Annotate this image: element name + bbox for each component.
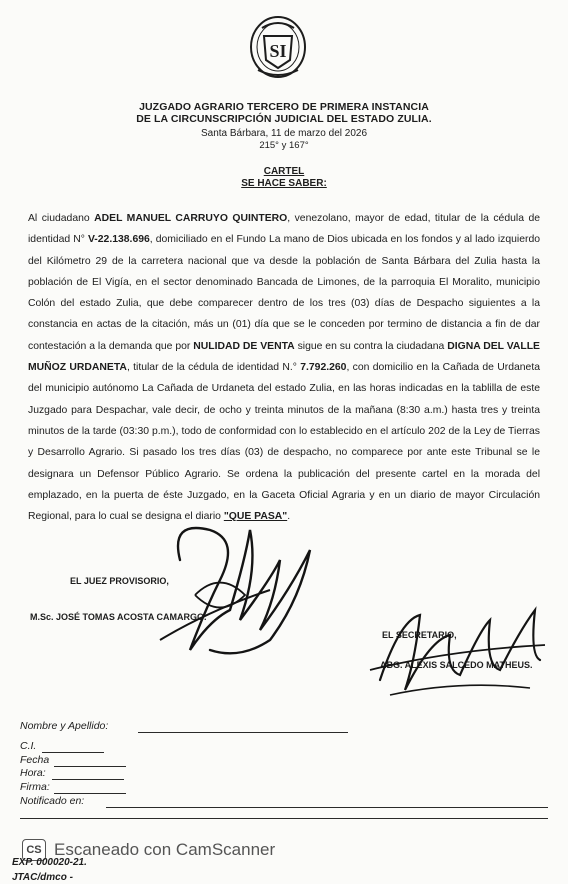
camscanner-logo-icon: CS xyxy=(22,839,46,861)
defendant-id: V-22.138.696 xyxy=(87,234,150,246)
ci-label: C.I. xyxy=(20,740,36,752)
date-line[interactable] xyxy=(54,766,126,767)
place-date: Santa Bárbara, 11 de marzo del 2026 xyxy=(200,128,368,139)
name-line[interactable] xyxy=(138,732,348,733)
judge-name: M.Sc. JOSÉ TOMAS ACOSTA CAMARGO. xyxy=(30,612,207,622)
court-header xyxy=(0,101,568,125)
camscanner-text: Escaneado con CamScanner xyxy=(54,840,276,859)
court-seal-icon xyxy=(248,14,308,80)
time-line[interactable] xyxy=(52,779,124,780)
years: 215° y 167° xyxy=(259,140,309,151)
body-text: sigue en su contra la ciudadana xyxy=(294,340,448,352)
body-text: . xyxy=(287,511,291,523)
ci-line[interactable] xyxy=(42,752,104,753)
secretary-name: ABG. ALEXIS SALCEDO MATHEUS. xyxy=(380,660,533,670)
plaintiff-name: DIGNA DEL VALLE MUÑOZ URDANETA xyxy=(28,340,540,374)
notified-line[interactable] xyxy=(106,807,548,808)
secretary-title: EL SECRETARIO, xyxy=(382,630,457,640)
notified-line-2[interactable] xyxy=(20,818,548,819)
lawsuit-type: NULIDAD DE VENTA xyxy=(193,340,295,352)
se-hace-saber-heading: SE HACE SABER: xyxy=(241,178,327,189)
date-label: Fecha xyxy=(20,754,49,766)
svg-text:SI: SI xyxy=(269,41,287,61)
name-label: Nombre y Apellido: xyxy=(20,720,108,732)
signature-line[interactable] xyxy=(54,793,126,794)
signature-label: Firma: xyxy=(20,781,50,793)
court-line-2: DE LA CIRCUNSCRIPCIÓN JUDICIAL DEL ESTADO ZULIA. xyxy=(136,113,432,125)
time-label: Hora: xyxy=(20,767,46,779)
body-text: Al ciudadano xyxy=(28,213,95,224)
body-text: , titular de la cédula de identidad N.° xyxy=(126,362,301,374)
secretary-signature-icon xyxy=(360,600,550,700)
body-text: , domiciliado en el Fundo La mano de Dios ubicada en los fondos y al lado izquierdo del Kilómetro 29 de la carretera nacional que va desde la población de Santa Bárbara del Zulia hasta la población de El Vigía, en el sector denominado Bancada de Limones, de la parroquia El Moralito, municipio Colón del estado Zulia, que debe comparecer dentro de los tres (03) días de Despacho siguientes a la constancia en actas de la citación, más un (01) día que se le conceden por termino de distancia a fin de dar contestación a la demanda que por xyxy=(28,234,541,352)
notified-label: Notificado en: xyxy=(20,795,84,807)
newspaper-name: "QUE PASA" xyxy=(223,511,288,523)
initials: JTAC/dmco - xyxy=(12,872,73,883)
defendant-name: ADEL MANUEL CARRUYO QUINTERO xyxy=(94,213,288,224)
body-text: , venezolano, mayor de edad, titular de la cédula de identidad N° xyxy=(28,213,540,246)
cartel-body xyxy=(28,208,540,527)
judge-title: EL JUEZ PROVISORIO, xyxy=(70,576,169,586)
plaintiff-id: 7.792.260 xyxy=(300,362,347,374)
court-line-1: JUZGADO AGRARIO TERCERO DE PRIMERA INSTANCIA xyxy=(139,101,429,113)
cartel-heading: CARTEL xyxy=(263,166,305,177)
case-number: EXP. 000020-21. xyxy=(12,857,87,868)
body-text: , con domicilio en la Cañada de Urdaneta del municipio autónomo La Cañada de Urdaneta del estado Zulia, en las horas indicadas en la tablilla de este Juzgado para Despachar, vale decir, de ocho y treinta minutos de la mañana (8:30 a.m.) hasta tres y treinta minutos de la tarde (03:30 p.m.), todo de conformidad con lo establecido en el artículo 202 de la Ley de Tierras y Desarrollo Agrario. Si pasado los tres días (03) de despacho, no comparece por ante este Tribunal se le designara un Defensor Público Agrario. Se ordena la publicación del presente cartel en la morada del emplazado, en la puerta de éste Juzgado, en la Gaceta Oficial Agraria y en un diario de mayor Circulación Regional, para lo cual se designa el diario xyxy=(28,362,540,523)
